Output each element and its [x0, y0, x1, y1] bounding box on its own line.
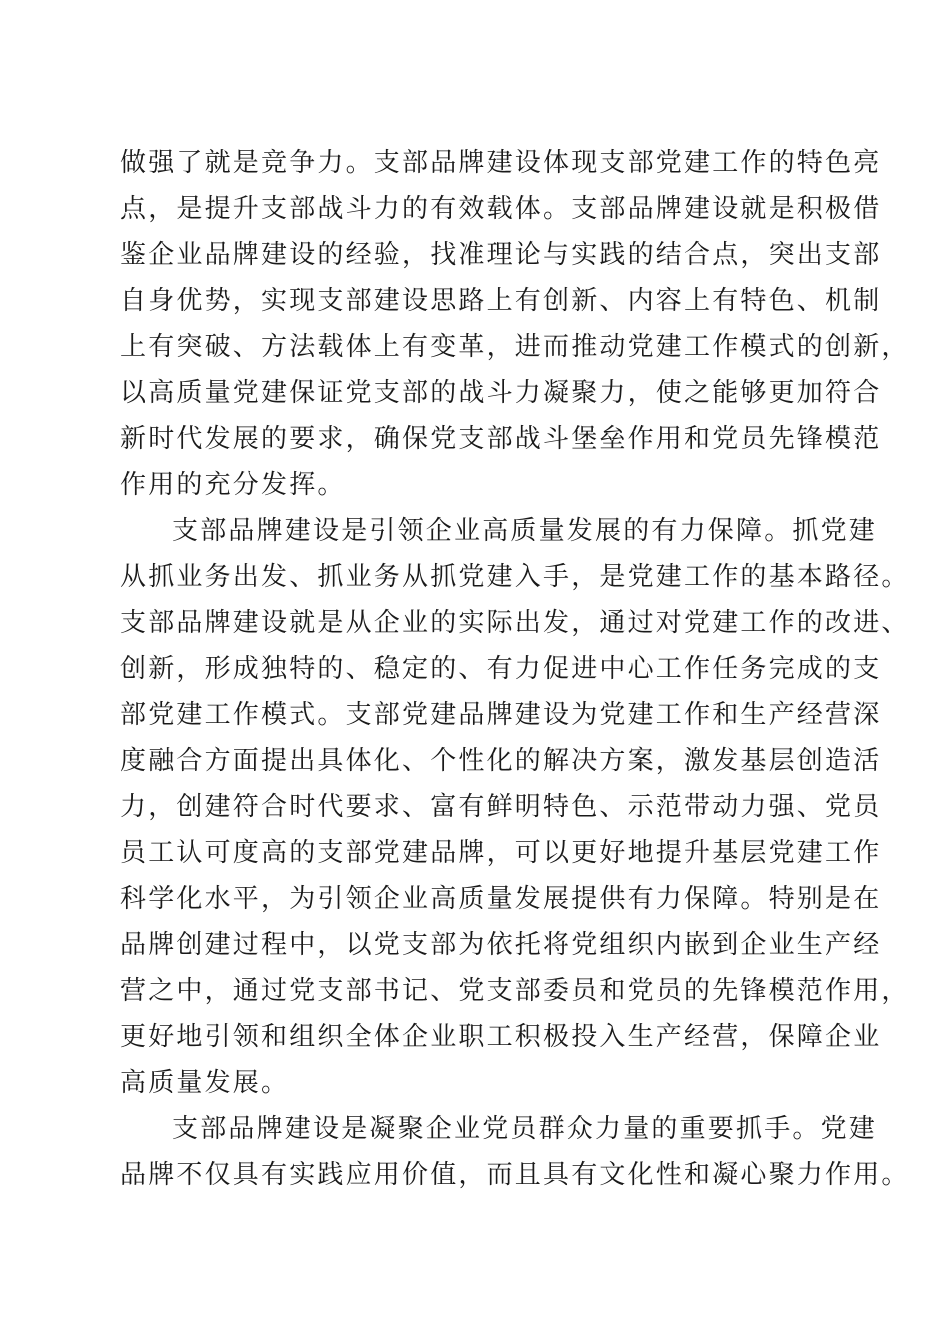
text-line: 度融合方面提出具体化、个性化的解决方案，激发基层创造活 — [120, 746, 882, 776]
text-line: 创新，形成独特的、稳定的、有力促进中心工作任务完成的支 — [120, 654, 882, 684]
body-text — [120, 140, 910, 1198]
text-line: 更好地引领和组织全体企业职工积极投入生产经营，保障企业 — [120, 1022, 882, 1052]
text-line: 力，创建符合时代要求、富有鲜明特色、示范带动力强、党员 — [120, 792, 882, 822]
text-line: 科学化水平，为引领企业高质量发展提供有力保障。特别是在 — [120, 884, 882, 914]
text-line: 品牌不仅具有实践应用价值，而且具有文化性和凝心聚力作用。 — [120, 1160, 910, 1190]
text-line: 高质量发展。 — [120, 1068, 290, 1098]
text-line: 从抓业务出发、抓业务从抓党建入手，是党建工作的基本路径。 — [120, 562, 910, 592]
text-line: 作用的充分发挥。 — [120, 470, 346, 500]
text-line: 上有突破、方法载体上有变革，进而推动党建工作模式的创新， — [120, 332, 910, 362]
text-line: 鉴企业品牌建设的经验，找准理论与实践的结合点，突出支部 — [120, 240, 882, 270]
text-line: 以高质量党建保证党支部的战斗力凝聚力，使之能够更加符合 — [120, 378, 882, 408]
text-line: 员工认可度高的支部党建品牌，可以更好地提升基层党建工作 — [120, 838, 882, 868]
paragraph-start-line: 支部品牌建设是引领企业高质量发展的有力保障。抓党建 — [172, 516, 878, 546]
paragraph-start-line: 支部品牌建设是凝聚企业党员群众力量的重要抓手。党建 — [172, 1114, 878, 1144]
text-line: 品牌创建过程中，以党支部为依托将党组织内嵌到企业生产经 — [120, 930, 882, 960]
text-line: 营之中，通过党支部书记、党支部委员和党员的先锋模范作用， — [120, 976, 910, 1006]
text-line: 部党建工作模式。支部党建品牌建设为党建工作和生产经营深 — [120, 700, 882, 730]
text-line: 做强了就是竞争力。支部品牌建设体现支部党建工作的特色亮 — [120, 148, 882, 178]
text-line: 点，是提升支部战斗力的有效载体。支部品牌建设就是积极借 — [120, 194, 882, 224]
text-line: 支部品牌建设就是从企业的实际出发，通过对党建工作的改进、 — [120, 608, 910, 638]
text-line: 自身优势，实现支部建设思路上有创新、内容上有特色、机制 — [120, 286, 882, 316]
text-line: 新时代发展的要求，确保党支部战斗堡垒作用和党员先锋模范 — [120, 424, 882, 454]
